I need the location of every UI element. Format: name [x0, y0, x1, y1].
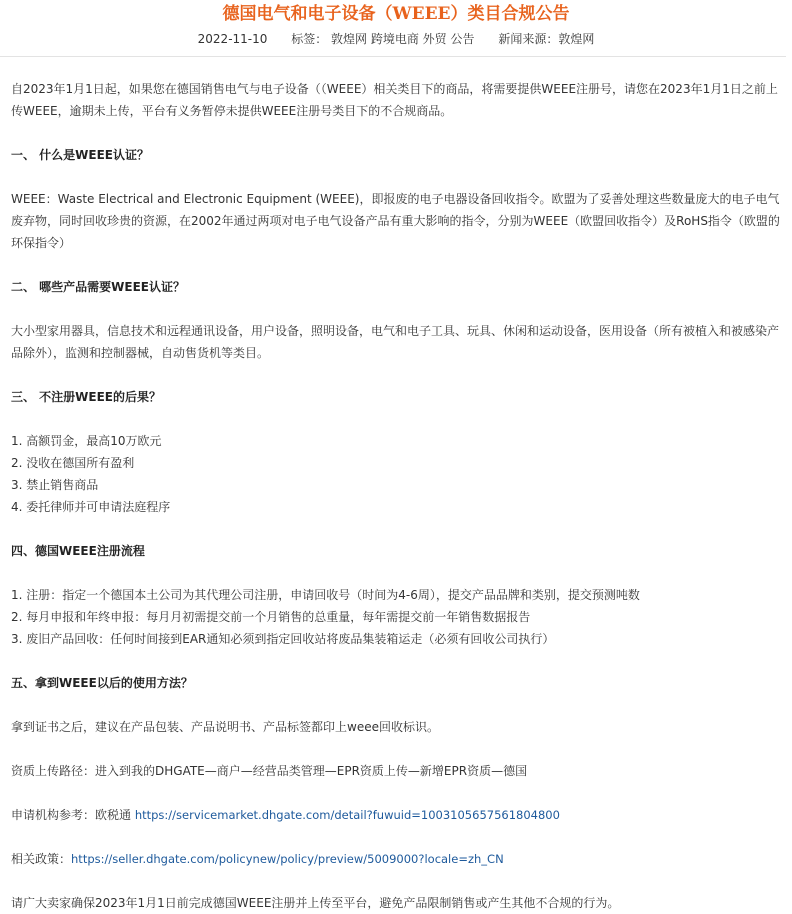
- policy-link[interactable]: https://seller.dhgate.com/policynew/policy/preview/5009000?locale=zh_CN: [71, 852, 504, 866]
- section-3-heading: 三、 不注册WEEE的后果？: [11, 390, 162, 404]
- list-item: 3. 废旧产品回收：任何时间接到EAR通知必须到指定回收站将废品集装箱运走（必须有回收公司执行）: [11, 632, 555, 646]
- section-2-heading: 二、 哪些产品需要WEEE认证？: [11, 280, 186, 294]
- agency-link[interactable]: https://servicemarket.dhgate.com/detail?fuwuid=1003105657561804800: [134, 808, 560, 822]
- section-1-text: WEEE：Waste Electrical and Electronic Equipment (WEEE)，即报废的电子电器设备回收指令。欧盟为了妥善处理这些数量庞大的电子电气废弃物，同时回收珍贵的资源，在2002年通过两项对电子电气设备产品有重大影响的指令，分别为WEEE（欧盟回收指令）及RoHS指令（欧盟的环保指令）: [11, 192, 780, 250]
- closing-paragraph: 请广大卖家确保2023年1月1日前完成德国WEEE注册并上传至平台，避免产品限制销售或产生其他不合规的行为。: [11, 896, 620, 910]
- article-title: 德国电气和电子设备（WEEE）类目合规公告: [222, 4, 570, 24]
- publish-date: 2022-11-10: [197, 32, 268, 46]
- list-item: 1. 高额罚金，最高10万欧元: [11, 434, 162, 448]
- policy-label: 相关政策：: [11, 852, 72, 866]
- upload-path-text: 资质上传路径：进入到我的DHGATE—商户—经营品类管理—EPR资质上传—新增EPR资质—德国: [11, 764, 528, 778]
- section-5-heading: 五、拿到WEEE以后的使用方法？: [11, 676, 193, 690]
- section-4-heading: 四、德国WEEE注册流程: [11, 544, 145, 558]
- section-5-text: 拿到证书之后，建议在产品包装、产品说明书、产品标签都印上weee回收标识。: [11, 720, 439, 734]
- article-meta: [0, 30, 792, 47]
- section-1-heading: 一、 什么是WEEE认证？: [11, 148, 150, 162]
- section-2-text: 大小型家用器具，信息技术和远程通讯设备，用户设备，照明设备，电气和电子工具、玩具、休闲和运动设备，医用设备（所有被植入和被感染产品除外），监测和控制器械，自动售货机等类目。: [11, 324, 780, 360]
- list-item: 2. 每月申报和年终申报：每月月初需提交前一个月销售的总重量，每年需提交前一年销售数据报告: [11, 610, 531, 624]
- list-item: 3. 禁止销售商品: [11, 478, 99, 492]
- header-divider: [0, 56, 786, 57]
- agency-label: 申请机构参考：欧税通: [11, 808, 135, 822]
- article-tags: 标签： 敦煌网 跨境电商 外贸 公告: [291, 32, 475, 46]
- intro-paragraph: 自2023年1月1日起，如果您在德国销售电气与电子设备（（WEEE）相关类目下的商品，将需要提供WEEE注册号，请您在2023年1月1日之前上传WEEE，逾期未上传，平台有义务暂停未提供WEEE注册号类目下的不合规商品。: [11, 82, 778, 118]
- article-header: [0, 0, 792, 52]
- agency-reference: [11, 804, 782, 826]
- news-source: 新闻来源：敦煌网: [498, 32, 595, 46]
- policy-reference: [11, 848, 782, 870]
- article-body: [11, 78, 782, 914]
- list-item: 1. 注册：指定一个德国本土公司为其代理公司注册，申请回收号（时间为4-6周），提交产品品牌和类别，提交预测吨数: [11, 588, 640, 602]
- list-item: 2. 没收在德国所有盈利: [11, 456, 135, 470]
- list-item: 4. 委托律师并可申请法庭程序: [11, 500, 171, 514]
